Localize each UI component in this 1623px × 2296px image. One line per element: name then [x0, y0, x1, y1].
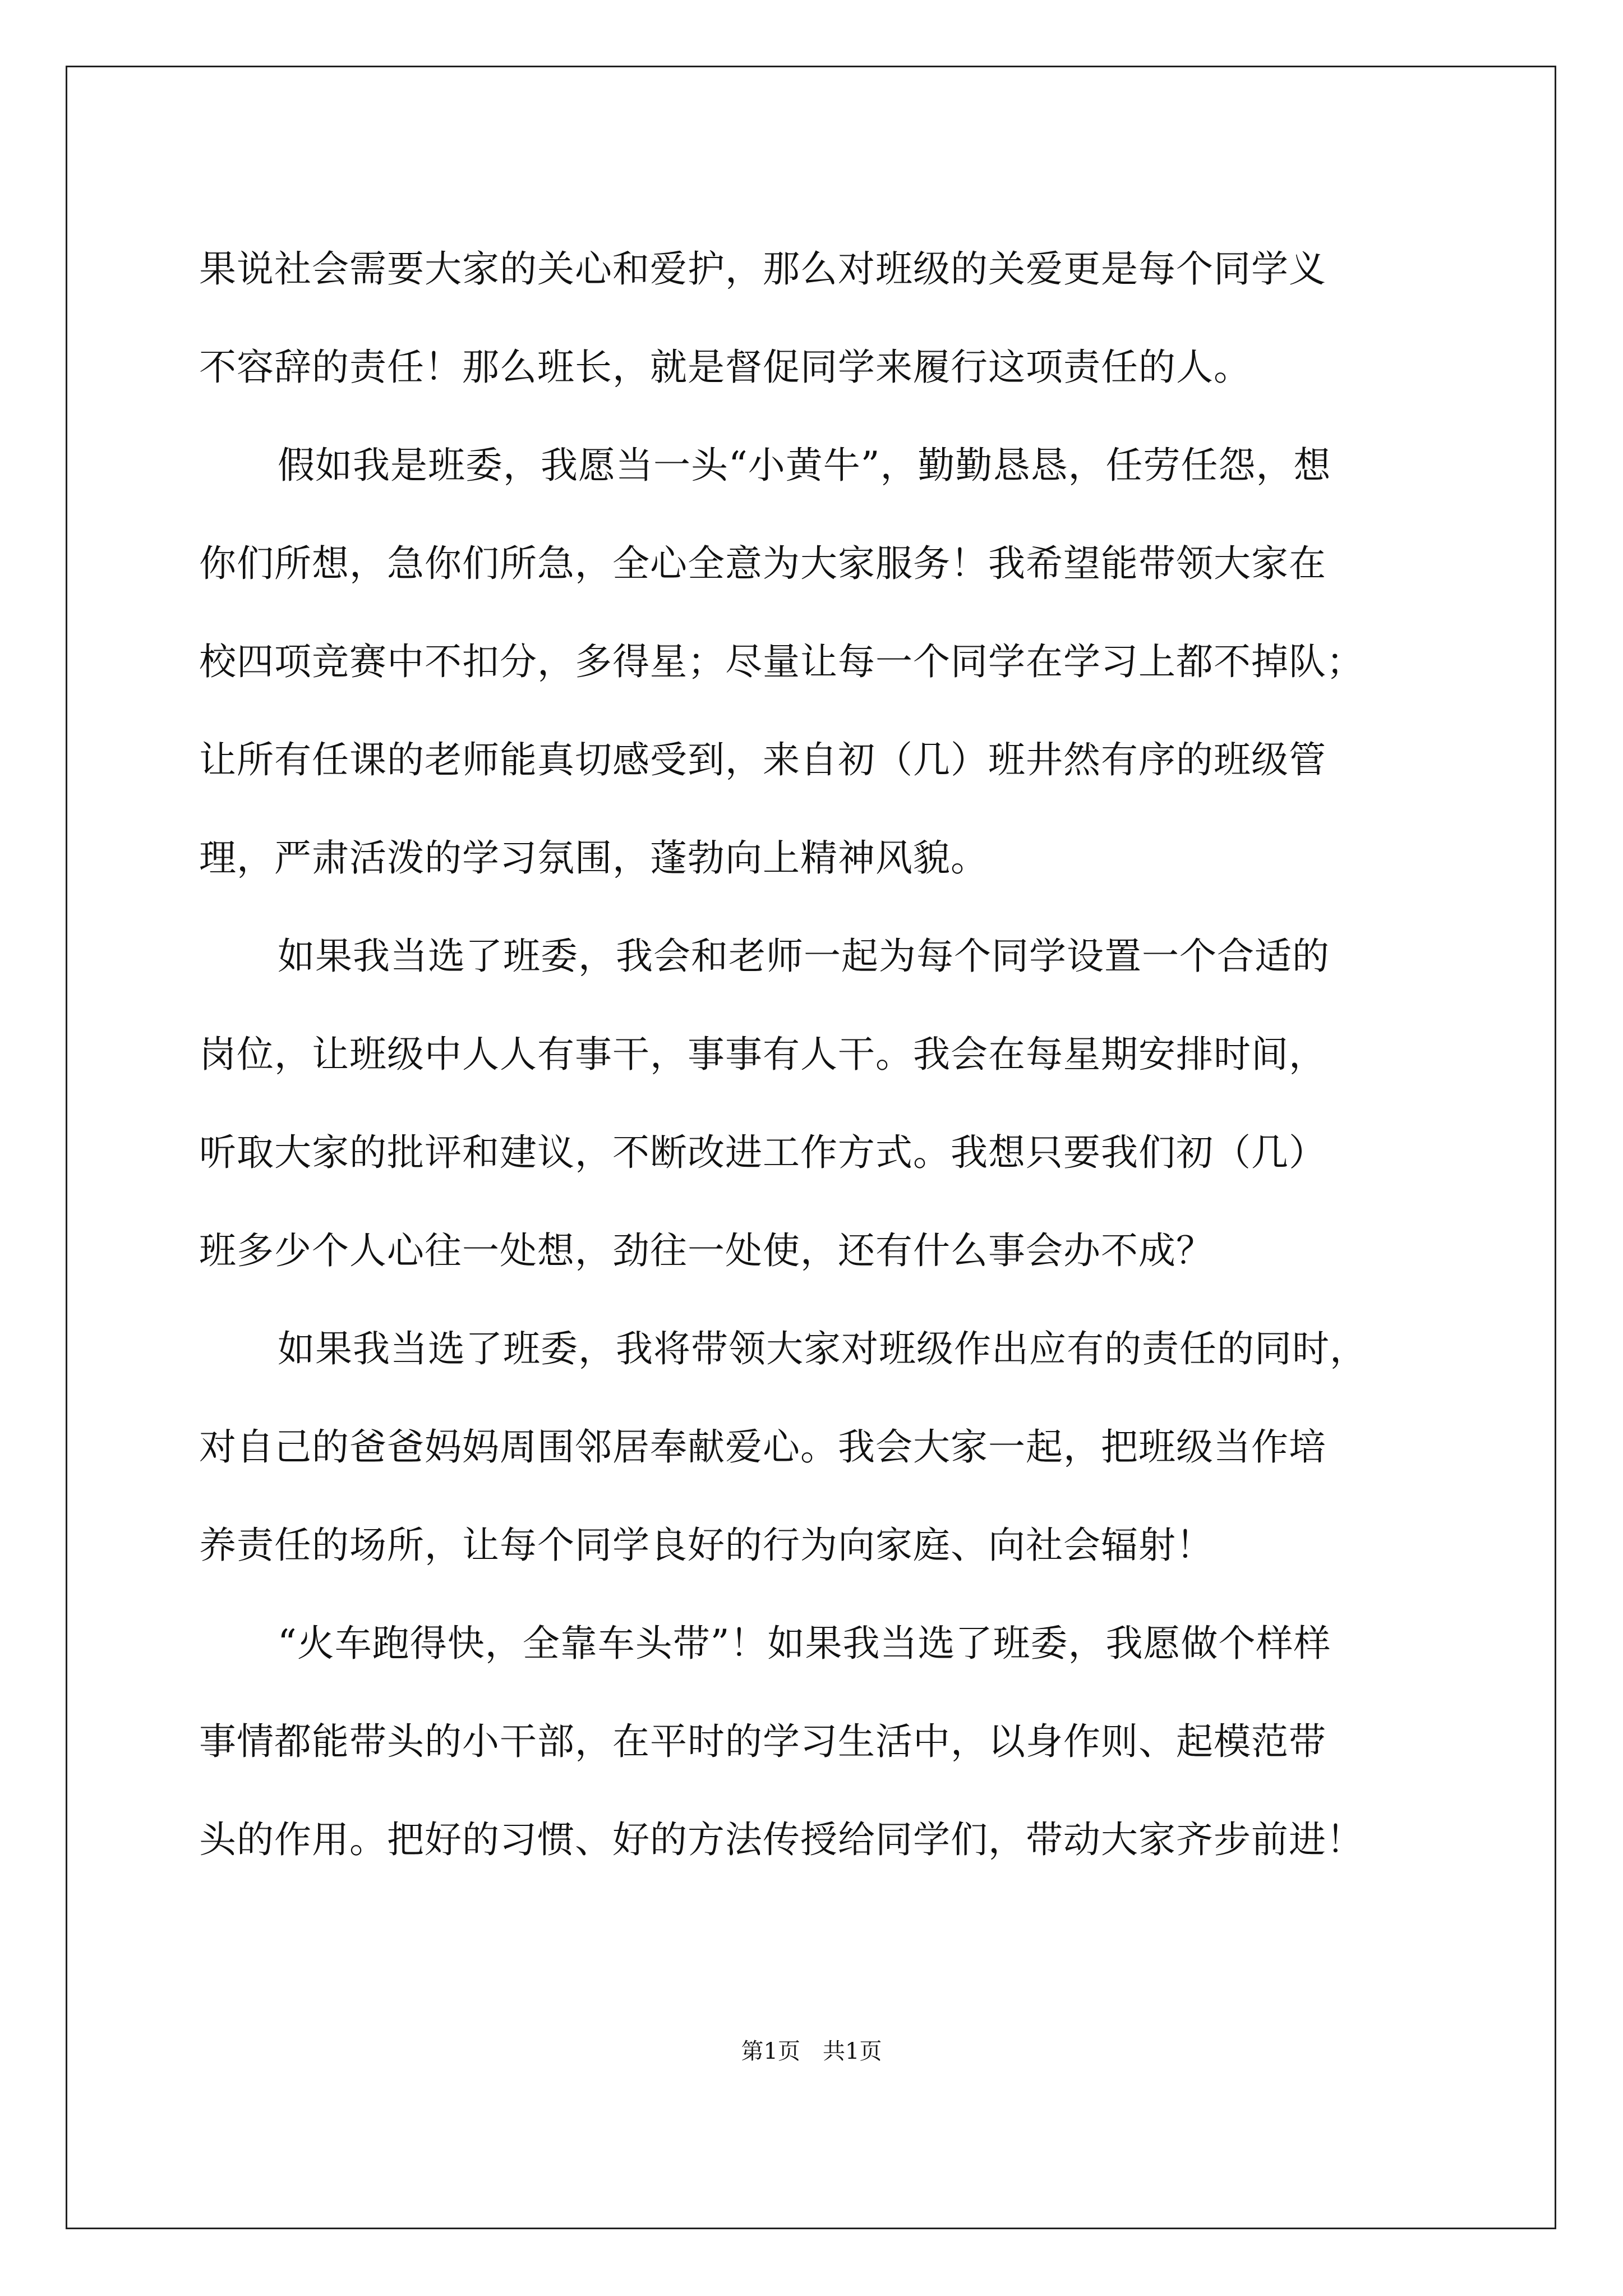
text-line: 让所有任课的老师能真切感受到，来自初（几）班井然有序的班级管 [199, 738, 1326, 781]
text-line: 假如我是班委，我愿当一头“小黄牛”，勤勤恳恳，任劳任怨，想 [278, 444, 1331, 487]
text-line: 班多少个人心往一处想，劲往一处使，还有什么事会办不成？ [199, 1229, 1214, 1272]
text-line: 养责任的场所，让每个同学良好的行为向家庭、向社会辐射！ [199, 1524, 1214, 1567]
text-line: “火车跑得快，全靠车头带”！如果我当选了班委，我愿做个样样 [278, 1622, 1331, 1665]
text-line: 事情都能带头的小干部，在平时的学习生活中，以身作则、起模范带 [199, 1720, 1326, 1763]
text-line: 如果我当选了班委，我将带领大家对班级作出应有的责任的同时， [278, 1327, 1367, 1370]
text-line: 校四项竞赛中不扣分，多得星；尽量让每一个同学在学习上都不掉队； [199, 640, 1364, 683]
text-line: 如果我当选了班委，我会和老师一起为每个同学设置一个合适的 [278, 935, 1330, 978]
text-line: 果说社会需要大家的关心和爱护，那么对班级的关爱更是每个同学义 [199, 247, 1326, 291]
text-line: 岗位，让班级中人人有事干，事事有人干。我会在每星期安排时间， [199, 1033, 1326, 1076]
text-line: 头的作用。把好的习惯、好的方法传授给同学们，带动大家齐步前进！ [199, 1818, 1364, 1861]
page-footer: 第1页 共1页 [741, 2039, 882, 2064]
text-line: 对自己的爸爸妈妈周围邻居奉献爱心。我会大家一起，把班级当作培 [199, 1425, 1326, 1469]
document-body [199, 220, 1430, 1889]
text-line: 你们所想，急你们所急，全心全意为大家服务！我希望能带领大家在 [199, 542, 1326, 585]
text-line: 听取大家的批评和建议，不断改进工作方式。我想只要我们初（几） [199, 1131, 1326, 1174]
text-line: 不容辞的责任！那么班长，就是督促同学来履行这项责任的人。 [199, 346, 1251, 389]
text-line: 理，严肃活泼的学习氛围，蓬勃向上精神风貌。 [199, 836, 988, 880]
